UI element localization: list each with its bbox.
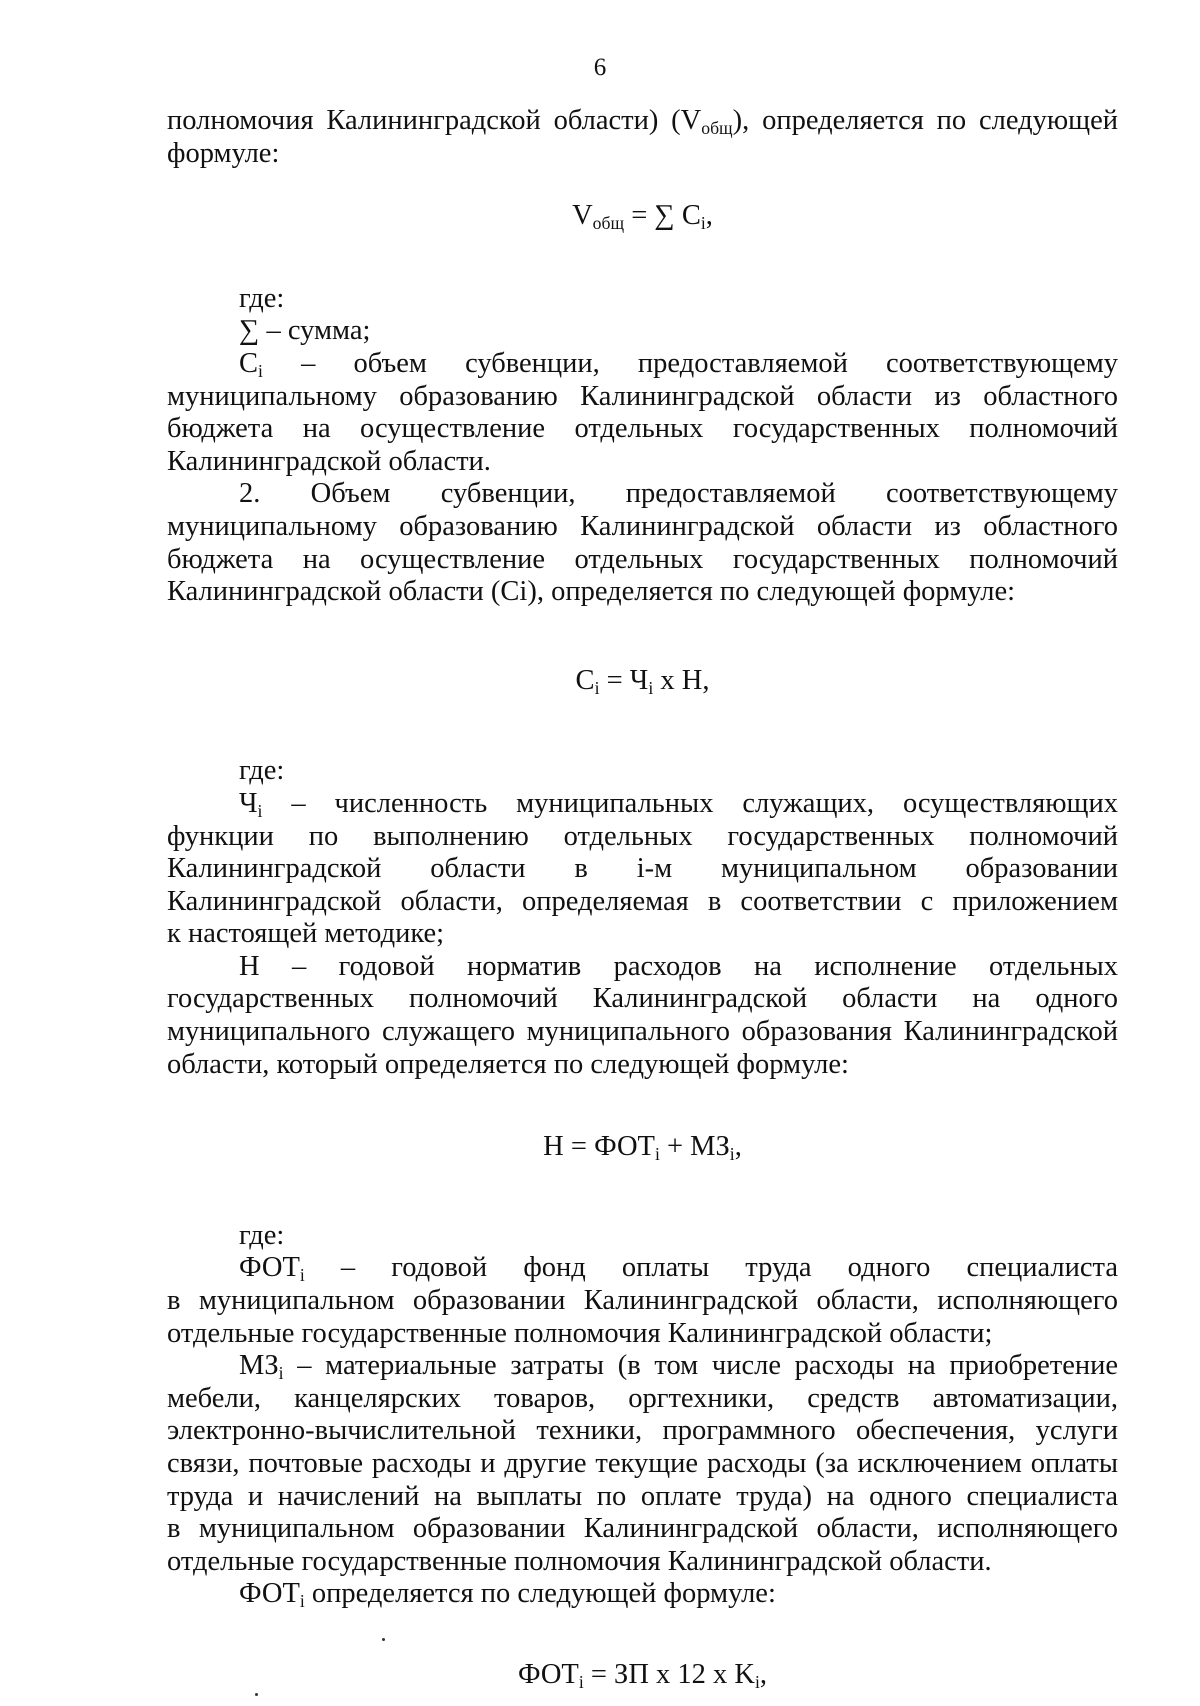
- ci-definition: $C_i$ – объем субвенции, предоставляемой соответствующему: [239, 347, 1118, 381]
- text-line: государственных полномочий Калининградской области на одного: [167, 983, 1118, 1015]
- formula-v-total: $V_{общ}$ = ∑ $C_i$,: [572, 200, 713, 234]
- text-line: бюджета на осуществление отдельных государственных полномочий: [167, 413, 1118, 445]
- text-line: Калининградской области (Ci), определяется по следующей формуле:: [167, 576, 1016, 608]
- text-line: связи, почтовые расходы и другие текущие расходы (за исключением оплаты: [167, 1448, 1118, 1479]
- where-label: где:: [239, 1219, 285, 1251]
- text-line: отдельные государственные полномочия Калининградской области;: [167, 1317, 993, 1349]
- text-line: Калининградской области, определяемая в соответствии с приложением: [167, 885, 1118, 917]
- text-line: мебели, канцелярских товаров, оргтехники, средств автоматизации,: [167, 1382, 1118, 1414]
- paragraph-2: 2. Объем субвенции, предоставляемой соответствующему: [239, 478, 1118, 510]
- text-line: Калининградской области в i-м муниципальном образовании: [167, 853, 1118, 885]
- text-line: к настоящей методике;: [167, 918, 445, 950]
- text-line: муниципальному образованию Калининградской области из областного: [167, 380, 1118, 412]
- formula-ci: $C_i = Ч_i$ x H,: [575, 664, 710, 698]
- chi-definition: $Ч_i$ – численность муниципальных служащих, осуществляющих: [239, 787, 1118, 821]
- fot-definition: $ФОТ_i$ – годовой фонд оплаты труда одного специалиста: [239, 1252, 1118, 1286]
- text-line: электронно-вычислительной техники, программного обеспечения, услуги: [167, 1415, 1118, 1447]
- sum-definition: ∑ – сумма;: [239, 315, 371, 347]
- formula-fot: $ФОТ_i$ = ЗП x 12 x $K_i$,: [517, 1658, 768, 1692]
- text-line: отдельные государственные полномочия Калининградской области.: [167, 1545, 992, 1577]
- formula-h: $H = ФОТ_i + МЗ_i$,: [543, 1131, 742, 1165]
- fot-determined: $ФОТ_i$ определяется по следующей формуле:: [239, 1578, 776, 1612]
- where-label: где:: [239, 755, 285, 787]
- body-text: [167, 105, 1118, 1692]
- h-definition: H – годовой норматив расходов на исполнение отдельных: [239, 950, 1118, 982]
- scan-speck: [255, 1693, 258, 1696]
- text-line: полномочия Калининградской области) $(V_{общ})$, определяется по следующей: [167, 105, 1118, 138]
- text-line: функции по выполнению отдельных государственных полномочий: [167, 820, 1118, 852]
- text-line: в муниципальном образовании Калининградской области, исполняющего: [167, 1513, 1118, 1545]
- text-line: бюджета на осуществление отдельных государственных полномочий: [167, 543, 1118, 575]
- text-line: муниципального служащего муниципального образования Калининградской: [167, 1016, 1118, 1048]
- text-line: муниципальному образованию Калининградской области из областного: [167, 510, 1118, 542]
- mz-definition: $МЗ_i$ – материальные затраты (в том числе расходы на приобретение: [239, 1350, 1118, 1384]
- text-line: области, который определяется по следующей формуле:: [167, 1048, 849, 1080]
- text-line: в муниципальном образовании Калининградской области, исполняющего: [167, 1285, 1118, 1317]
- text-line: труда и начислений на выплаты по оплате труда) на одного специалиста: [167, 1480, 1118, 1512]
- text-line: формуле:: [167, 137, 280, 169]
- scan-speck: [382, 1638, 385, 1641]
- page-number: 6: [593, 54, 607, 81]
- text-line: Калининградской области.: [167, 445, 491, 477]
- where-label: где:: [239, 282, 285, 314]
